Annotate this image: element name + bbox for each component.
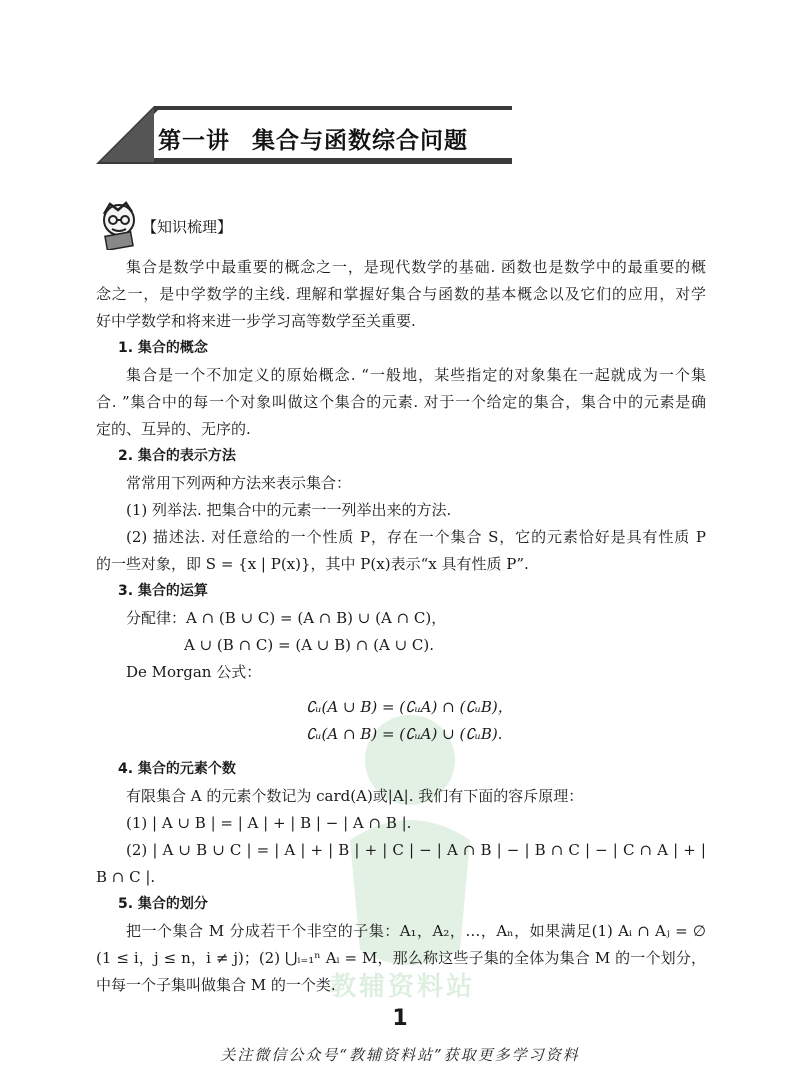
text-line: (2) 描述法. 对任意给的一个性质 P，存在一个集合 S，它的元素恰好是具有性质 P — [126, 528, 706, 546]
text-line: 常常用下列两种方法来表示集合： — [126, 474, 352, 492]
spacer — [96, 748, 706, 756]
section-heading: 2. 集合的表示方法 — [118, 448, 236, 464]
text-line: 中每一个子集叫做集合 M 的一个类. — [96, 976, 336, 994]
section-heading: 3. 集合的运算 — [118, 583, 208, 599]
text-line: 分配律：A ∩ (B ∪ C) = (A ∩ B) ∪ (A ∩ C)， — [126, 609, 447, 627]
watermark-text: 教辅资料站 — [330, 972, 476, 1002]
spacer — [96, 686, 706, 694]
text-line: 集合是一个不加定义的原始概念. “一般地，某些指定的对象集在一起就成为一个集 — [126, 366, 706, 384]
text-line: (2) | A ∪ B ∪ C | = | A | + | B | + | C | − | A ∩ B | − | B ∩ C | − | C ∩ A | + | — [126, 841, 706, 859]
footer-note: 关注微信公众号“教辅资料站”获取更多学习资料 — [220, 1046, 580, 1064]
text-line: 有限集合 A 的元素个数记为 card(A)或|A|. 我们有下面的容斥原理： — [126, 787, 584, 805]
page-title — [158, 122, 468, 155]
text-line: 把一个集合 M 分成若干个非空的子集：A₁，A₂，…，Aₙ，如果满足(1) Aᵢ ∩ Aⱼ = ∅ — [126, 922, 706, 940]
section-heading: 5. 集合的划分 — [118, 896, 208, 912]
text-line: 定的、互异的、无序的. — [96, 420, 251, 438]
section-heading: 1. 集合的概念 — [118, 340, 208, 356]
text-line: (1) | A ∪ B | = | A | + | B | − | A ∩ B |. — [126, 814, 412, 832]
text-line: (1 ≤ i，j ≤ n，i ≠ j)；(2) ⋃ᵢ₌₁ⁿ Aᵢ = M，那么称这些子集的全体为集合 M 的一个划分， — [96, 949, 706, 967]
cartoon-reader-icon — [96, 200, 142, 250]
section-heading: 4. 集合的元素个数 — [118, 761, 236, 777]
text-line: 好中学数学和将来进一步学习高等数学至关重要. — [96, 312, 416, 330]
text-line: B ∩ C |. — [96, 868, 156, 886]
text-line: 念之一，是中学数学的主线. 理解和掌握好集合与函数的基本概念以及它们的应用，对学 — [96, 285, 706, 303]
text-line: 集合是数学中最重要的概念之一，是现代数学的基础. 函数也是数学中的最重要的概 — [126, 258, 706, 276]
article-body — [96, 254, 706, 999]
lecture-number: 第一讲 — [158, 128, 230, 154]
text-line: 的一些对象，即 S = {x | P(x)}，其中 P(x)表示“x 具有性质 P”. — [96, 555, 529, 573]
section-label: 【知识梳理】 — [142, 218, 233, 236]
formula-line: ∁ᵤ(A ∪ B) = (∁ᵤA) ∩ (∁ᵤB)， — [306, 698, 513, 716]
formula-line: ∁ᵤ(A ∩ B) = (∁ᵤA) ∪ (∁ᵤB). — [306, 725, 503, 743]
text-line: A ∪ (B ∩ C) = (A ∪ B) ∩ (A ∪ C). — [184, 636, 435, 654]
text-line: 合. ”集合中的每一个对象叫做这个集合的元素. 对于一个给定的集合，集合中的元素是确 — [96, 393, 706, 411]
text-line: (1) 列举法. 把集合中的元素一一列举出来的方法. — [126, 501, 452, 519]
lecture-topic: 集合与函数综合问题 — [252, 128, 468, 154]
text-line: De Morgan 公式： — [126, 663, 262, 681]
page-number: 1 — [392, 1006, 408, 1031]
